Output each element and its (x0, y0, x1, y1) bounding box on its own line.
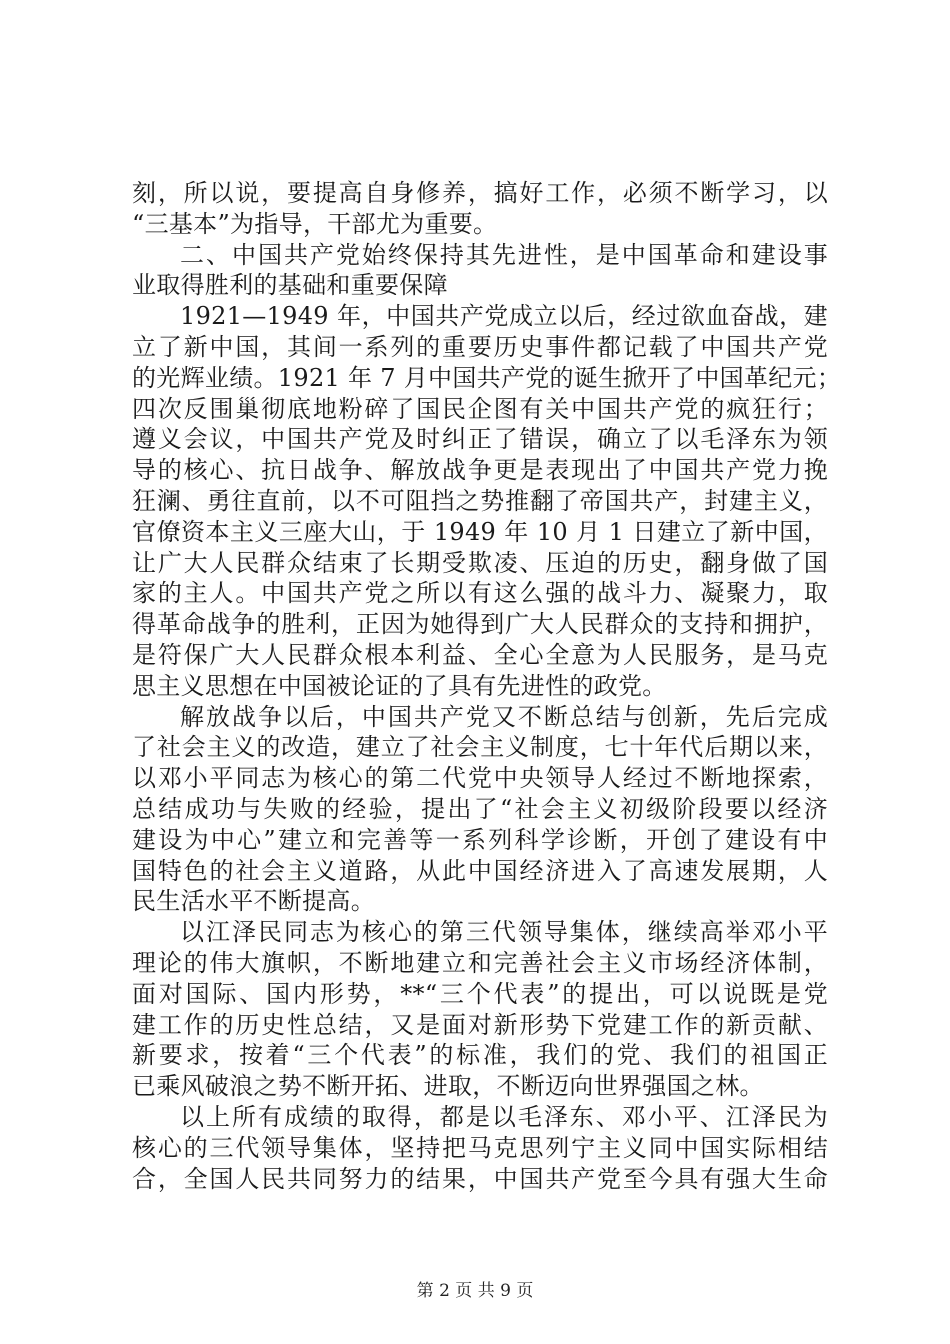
text-line: 民生活水平不断提高。 (132, 887, 375, 916)
text-line: 导的核心、抗日战争、解放战争更是表现出了中国共产党力挽 (132, 456, 828, 485)
text-line: 建设为中心”建立和完善等一系列科学诊断，开创了建设有中 (132, 825, 828, 854)
text-line: 以江泽民同志为核心的第三代领导集体，继续高举邓小平 (180, 918, 828, 947)
text-line: 家的主人。中国共产党之所以有这么强的战斗力、凝聚力，取 (132, 579, 828, 608)
text-line: 狂澜、勇往直前，以不可阻挡之势推翻了帝国共产，封建主义， (132, 486, 828, 515)
text-line: 建工作的历史性总结，又是面对新形势下党建工作的新贡献、 (132, 1010, 828, 1039)
text-line: 得革命战争的胜利，正因为她得到广大人民群众的支持和拥护， (132, 610, 828, 639)
text-line: 核心的三代领导集体，坚持把马克思列宁主义同中国实际相结 (132, 1133, 828, 1162)
paragraph (132, 240, 828, 302)
text-line: 是符保广大人民群众根本利益、全心全意为人民服务，是马克 (132, 640, 828, 669)
paragraph (132, 702, 828, 918)
text-line: 新要求，按着“三个代表”的标准，我们的党、我们的祖国正 (132, 1041, 828, 1070)
text-line: 理论的伟大旗帜，不断地建立和完善社会主义市场经济体制， (132, 948, 828, 977)
text-line: 合，全国人民共同努力的结果，中国共产党至今具有强大生命 (132, 1164, 828, 1193)
paragraph (132, 301, 842, 701)
text-line: 1921—1949 年，中国共产党成立以后，经过欲血奋战，建 (180, 302, 828, 331)
text-line: 刻，所以说，要提高自身修养，搞好工作，必须不断学习，以 (132, 179, 828, 207)
text-line: “三基本”为指导，干部尤为重要。 (132, 209, 498, 238)
text-line: 让广大人民群众结束了长期受欺凌、压迫的历史，翻身做了国 (132, 548, 828, 577)
text-line: 总结成功与失败的经验，提出了“社会主义初级阶段要以经济 (132, 794, 828, 823)
paragraph (132, 1102, 828, 1194)
document-body (132, 178, 842, 1194)
text-line: 解放战争以后，中国共产党又不断总结与创新，先后完成 (180, 702, 828, 731)
text-line: 遵义会议，中国共产党及时纠正了错误，确立了以毛泽东为领 (132, 425, 828, 454)
text-line: 国特色的社会主义道路，从此中国经济进入了高速发展期，人 (132, 856, 828, 885)
text-line: 了社会主义的改造，建立了社会主义制度，七十年代后期以来， (132, 733, 828, 762)
text-line: 已乘风破浪之势不断开拓、进取，不断迈向世界强国之林。 (132, 1072, 764, 1101)
text-line: 的光辉业绩。1921 年 7 月中国共产党的诞生掀开了中国革纪元； (132, 363, 842, 392)
page-footer: 第 2 页 共 9 页 (416, 1281, 534, 1301)
text-line: 业取得胜利的基础和重要保障 (132, 271, 448, 300)
text-line: 思主义思想在中国被论证的了具有先进性的政党。 (132, 671, 667, 700)
text-line: 官僚资本主义三座大山，于 1949 年 10 月 1 日建立了新中国， (132, 517, 828, 546)
paragraph (132, 917, 828, 1102)
text-line: 以上所有成绩的取得，都是以毛泽东、邓小平、江泽民为 (180, 1102, 828, 1131)
text-line: 以邓小平同志为核心的第二代党中央领导人经过不断地探索， (132, 764, 828, 793)
text-line: 面对国际、国内形势，**“三个代表”的提出，可以说既是党 (132, 979, 828, 1008)
text-line: 二、中国共产党始终保持其先进性，是中国革命和建设事 (180, 240, 828, 269)
text-line: 立了新中国，其间一系列的重要历史事件都记载了中国共产党 (132, 332, 828, 361)
paragraph (132, 178, 828, 240)
text-line: 四次反围巢彻底地粉碎了国民企图有关中国共产党的疯狂行； (132, 394, 828, 423)
